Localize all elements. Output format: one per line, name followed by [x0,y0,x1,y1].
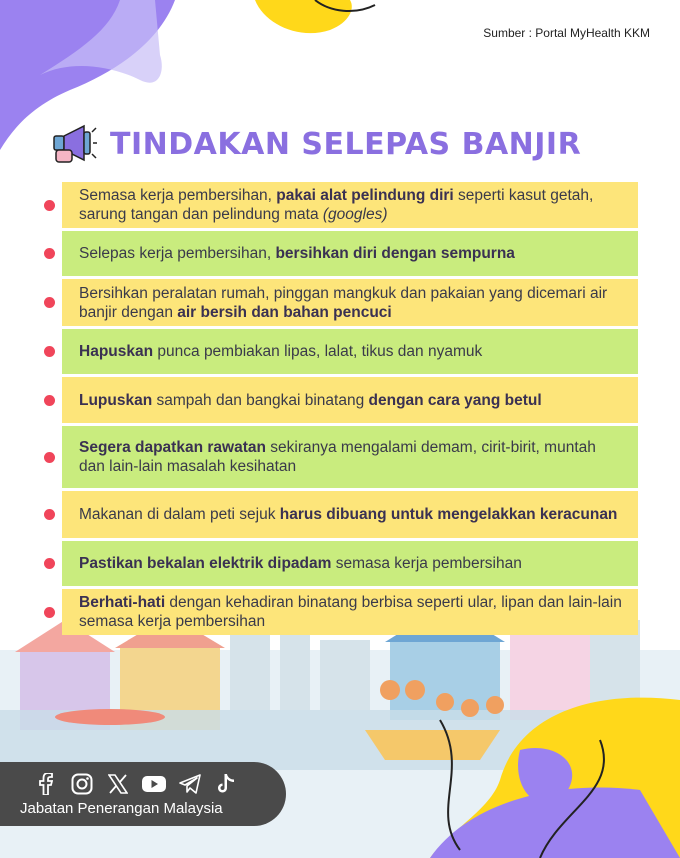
list-item-text [62,231,638,276]
x-icon[interactable] [106,772,130,796]
list-item-text [62,329,638,374]
emphasis-text: bersihkan diri dengan sempurna [275,245,515,262]
bullet-dot [44,395,55,406]
list-item-content [79,391,542,410]
bullet-dot [44,558,55,569]
facebook-icon[interactable] [34,772,58,796]
list-item [44,426,638,488]
emphasis-text: Segera dapatkan rawatan [79,439,266,456]
list-item [44,377,638,423]
tiktok-icon[interactable] [214,772,238,796]
list-item-content [79,342,482,361]
body-text: Selepas kerja pembersihan, [79,245,276,262]
body-text: sampah dan bangkai binatang [152,391,369,409]
footer-bar [0,762,286,826]
list-item-text [62,279,638,326]
list-item-content [79,284,624,322]
emphasis-text: Hapuskan [79,343,154,360]
emphasis-text: dengan cara yang betul [368,391,542,409]
emphasis-text: harus dibuang untuk mengelakkan keracunan [279,506,618,523]
list-item [44,279,638,326]
bullet-dot [44,346,55,357]
list-item-text [62,541,638,586]
body-text: semasa kerja pembersihan [331,555,522,572]
list-item-text [62,589,638,635]
list-item [44,329,638,374]
body-text: Bersihkan peralatan rumah, pinggan mangkuk dan pakaian yang dicemari air banjir dengan [79,284,608,321]
page-title: TINDAKAN SELEPAS BANJIR [110,126,582,162]
list-item [44,231,638,276]
bullet-dot [44,297,55,308]
body-text: seperti kasut getah, sarung tangan dan pelindung mata [79,187,594,223]
emphasis-text: Pastikan bekalan elektrik dipadam [79,555,332,572]
list-item-text [62,182,638,228]
list-item [44,491,638,538]
emphasis-text: Berhati-hati [79,594,166,611]
list-item [44,182,638,228]
source-credit: Sumber : Portal MyHealth KKM [483,26,650,40]
instagram-icon[interactable] [70,772,94,796]
body-text: (googles) [322,206,388,223]
list-item-content [79,593,624,631]
list-item-content [79,505,617,524]
body-text: Semasa kerja pembersihan, [79,187,277,204]
telegram-icon[interactable] [178,772,202,796]
list-item-content [79,186,624,224]
bullet-dot [44,607,55,618]
megaphone-icon [50,120,98,168]
bullet-dot [44,452,55,463]
body-text: sekiranya mengalami demam, cirit-birit, muntah dan lain-lain masalah kesihatan [79,439,596,475]
title-row [50,120,581,168]
social-icons [34,772,238,796]
body-text: Makanan di dalam peti sejuk [79,506,280,523]
list-item-text [62,426,638,488]
emphasis-text: Lupuskan [79,391,153,409]
emphasis-text: air bersih dan bahan pencuci [177,303,392,321]
footer-organization: Jabatan Penerangan Malaysia [20,800,223,817]
youtube-icon[interactable] [142,772,166,796]
list-item-text [62,377,638,423]
list-item-text [62,491,638,538]
bullet-dot [44,509,55,520]
list-item-content [79,244,515,263]
list-item [44,589,638,635]
body-text: punca pembiakan lipas, lalat, tikus dan nyamuk [153,343,483,360]
emphasis-text: pakai alat pelindung diri [276,187,454,204]
action-list [44,182,638,638]
body-text: dengan kehadiran binatang berbisa seperti ular, lipan dan lain-lain semasa kerja pembersihan [79,594,622,630]
list-item [44,541,638,586]
list-item-content [79,438,624,476]
bullet-dot [44,248,55,259]
bullet-dot [44,200,55,211]
list-item-content [79,554,522,573]
